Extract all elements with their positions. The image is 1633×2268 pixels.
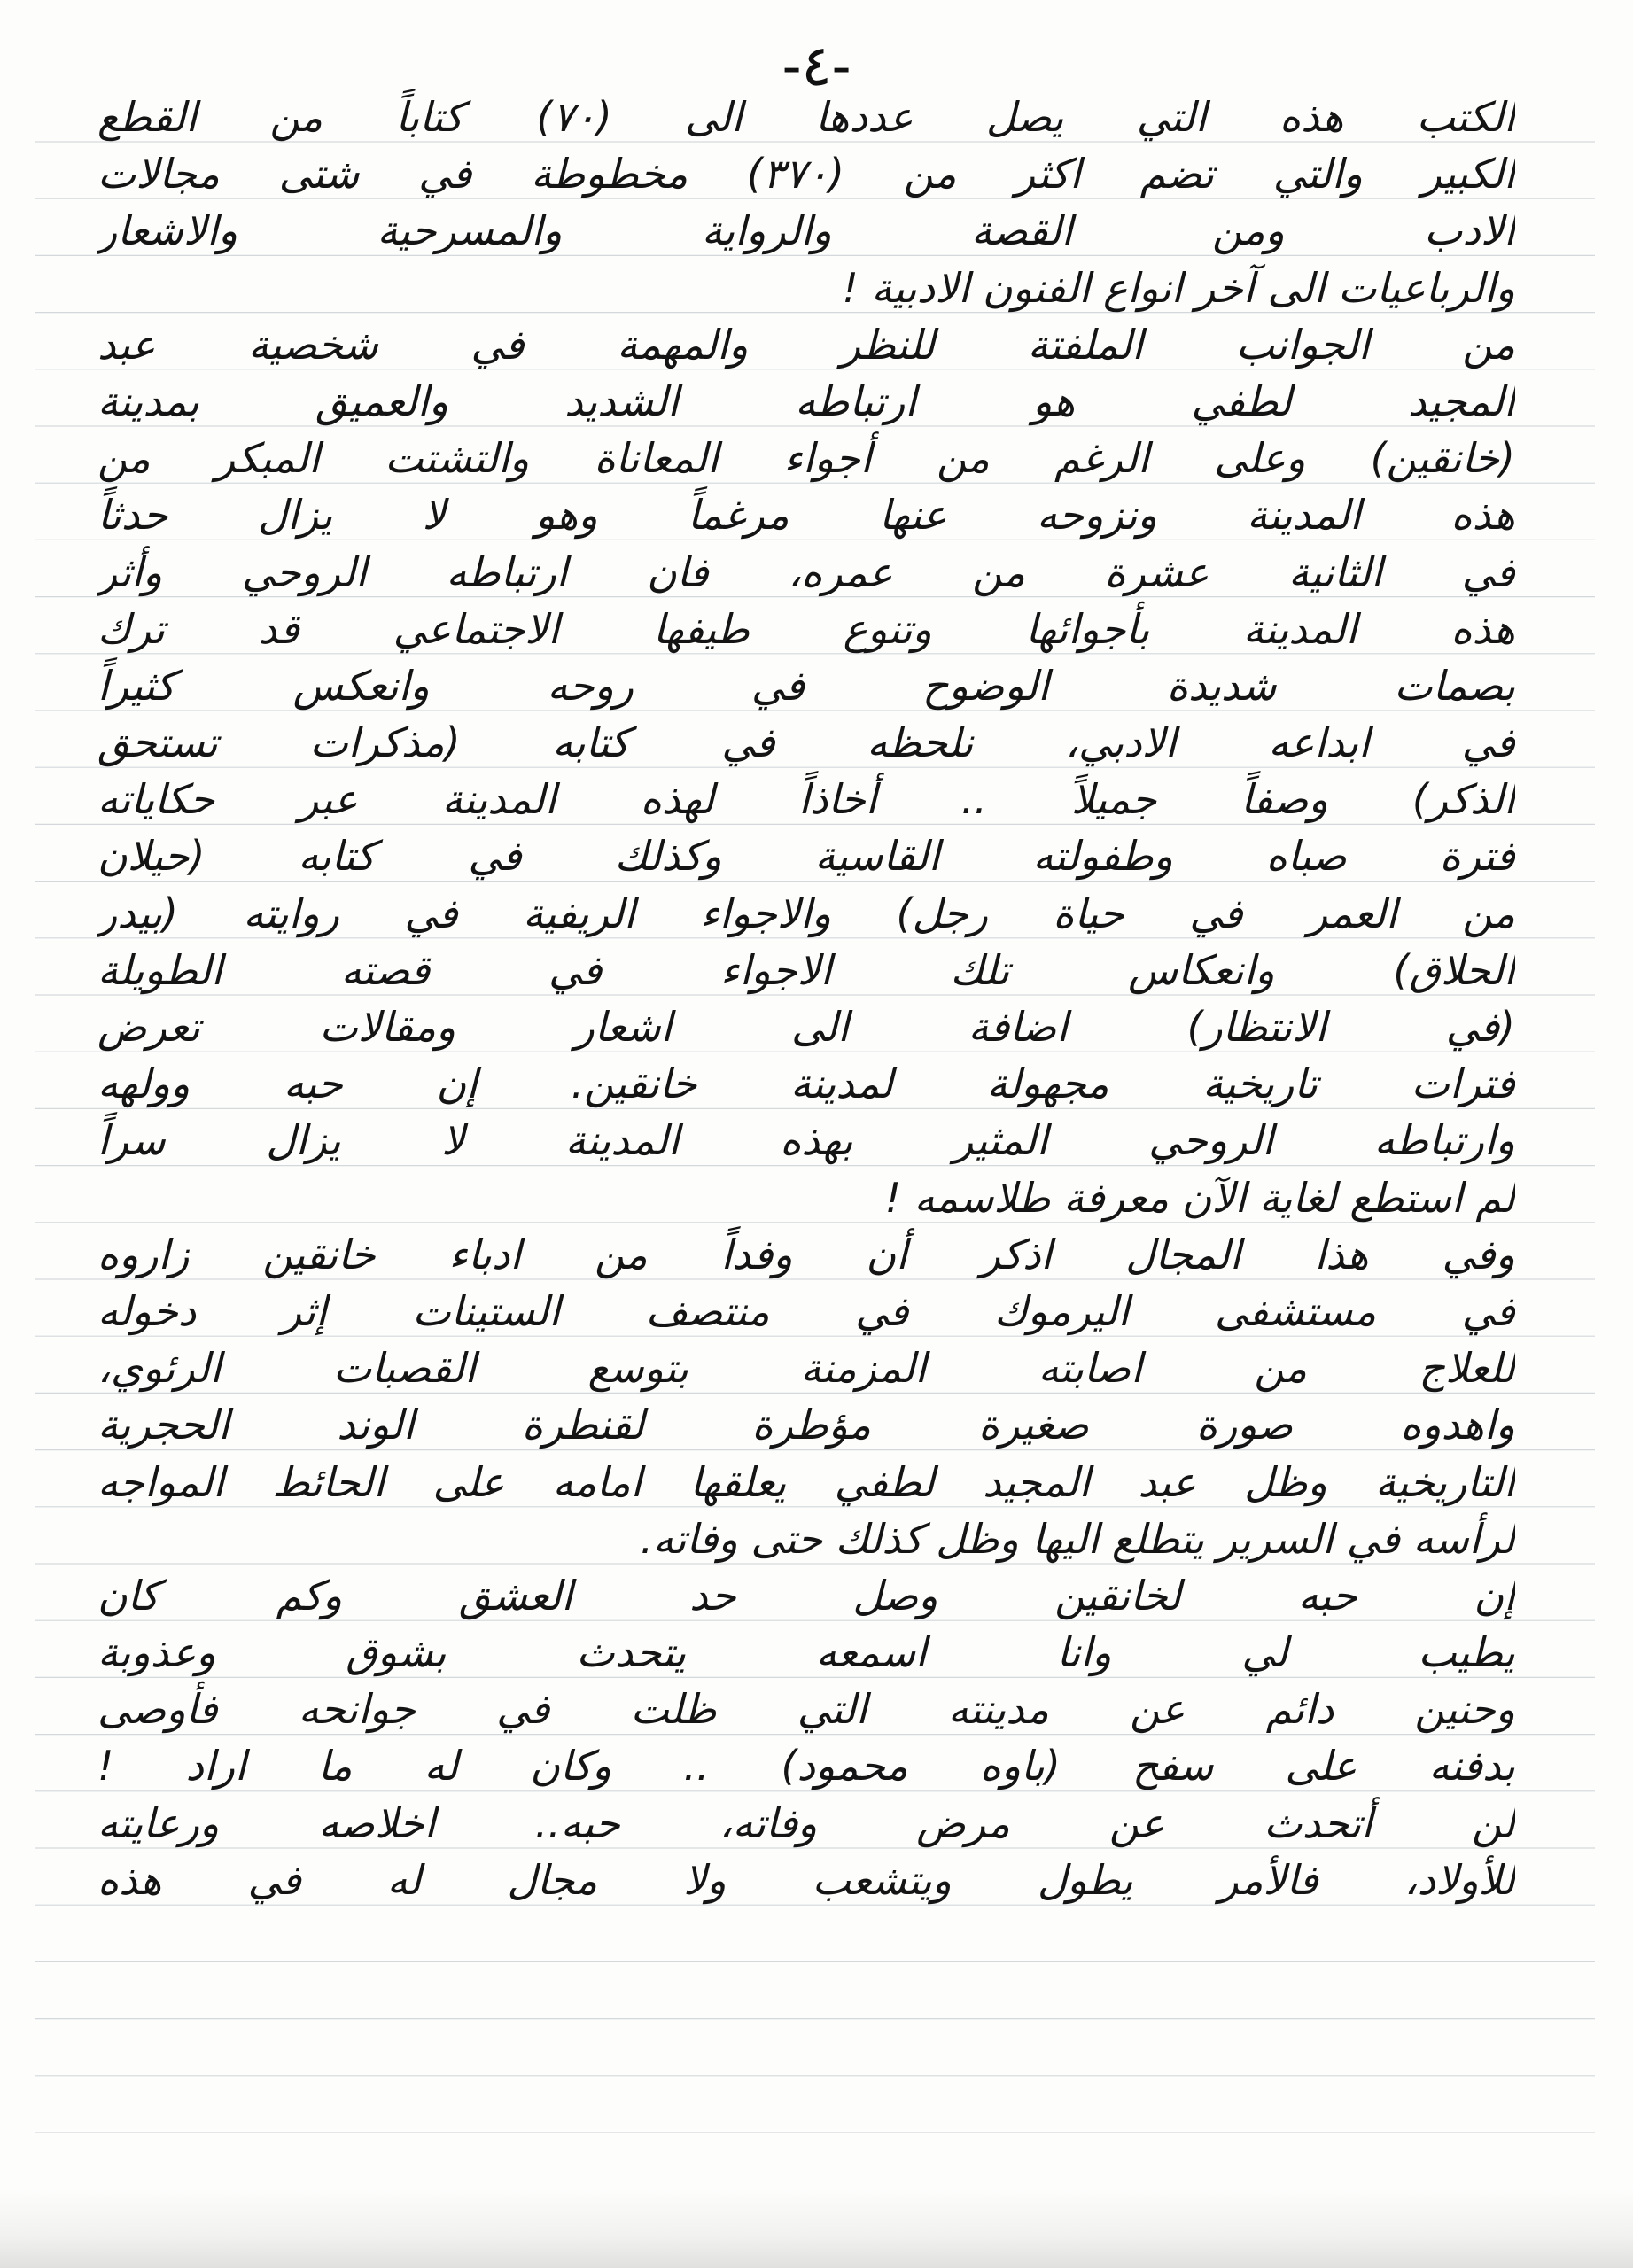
text-line: وفي هذا المجال اذكر أن وفداً من ادباء خانقين زاروه: [97, 1230, 1515, 1278]
text-line: والرباعيات الى آخر انواع الفنون الادبية !: [842, 263, 1515, 312]
text-line: من العمر في حياة رجل) والاجواء الريفية في روايته (بيدر: [97, 889, 1515, 937]
text-line: لم استطع لغاية الآن معرفة طلاسمه !: [884, 1173, 1515, 1222]
text-line: في مستشفى اليرموك في منتصف الستينات إثر دخوله: [97, 1286, 1515, 1335]
text-line: المجيد لطفي هو ارتباطه الشديد والعميق بمدينة: [97, 377, 1515, 425]
text-line: الحلاق) وانعكاس تلك الاجواء في قصته الطويلة: [97, 945, 1515, 994]
text-line: بدفنه على سفح (باوه محمود) .. وكان له ما اراد !: [97, 1742, 1515, 1790]
text-line: يطيب لي وانا اسمعه يتحدث بشوق وعذوبة: [97, 1628, 1515, 1677]
handwritten-text-block: [97, 89, 1515, 1908]
text-line: إن حبه لخانقين وصل حد العشق وكم كان: [97, 1571, 1515, 1619]
text-line: وحنين دائم عن مدينته التي ظلت في جوانحه فأوصى: [97, 1685, 1515, 1734]
text-line: الذكر) وصفاً جميلاً .. أخاذاً لهذه المدينة عبر حكاياته: [97, 775, 1515, 824]
text-line: التاريخية وظل عبد المجيد لطفي يعلقها امامه على الحائط المواجه: [97, 1457, 1515, 1506]
text-line: الكبير والتي تضم اكثر من (٣٧٠) مخطوطة في شتى مجالات: [97, 150, 1515, 198]
text-line: فترة صباه وطفولته القاسية وكذلك في كتابه (حيلان: [97, 832, 1515, 881]
text-line: فترات تاريخية مجهولة لمدينة خانقين. إن حبه وولهه: [97, 1060, 1515, 1108]
page-number: -٤-: [782, 34, 851, 99]
text-line: في ابداعه الادبي، نلحظه في كتابه (مذكرات تستحق: [97, 718, 1515, 767]
text-line: بصمات شديدة الوضوح في روحه وانعكس كثيراً: [97, 661, 1515, 710]
text-line: هذه المدينة ونزوحه عنها مرغماً وهو لا يزال حدثاً: [97, 491, 1515, 540]
text-line: للأولاد، فالأمر يطول ويتشعب ولا مجال له في هذه: [97, 1855, 1515, 1904]
text-line: في الثانية عشرة من عمره، فان ارتباطه الروحي وأثر: [97, 548, 1515, 596]
text-line: (في الانتظار) اضافة الى اشعار ومقالات تعرض: [97, 1003, 1515, 1051]
text-line: للعلاج من اصابته المزمنة بتوسع القصبات الرئوي،: [97, 1344, 1515, 1393]
text-line: واهدوه صورة صغيرة مؤطرة لقنطرة الوند الحجرية: [97, 1401, 1515, 1449]
text-line: من الجوانب الملفتة للنظر والمهمة في شخصية عبد: [97, 320, 1515, 369]
text-line: الادب ومن القصة والرواية والمسرحية والاشعار: [97, 206, 1515, 255]
text-line: (خانقين) وعلى الرغم من أجواء المعاناة والتشتت المبكر من: [97, 434, 1515, 483]
text-line: لن أتحدث عن مرض وفاته، حبه.. اخلاصه ورعايته: [97, 1798, 1515, 1847]
text-line: الكتب هذه التي يصل عددها الى (٧٠) كتاباً من القطع: [97, 93, 1515, 141]
scan-bottom-edge: [0, 2188, 1633, 2268]
text-line: وارتباطه الروحي المثير بهذه المدينة لا يزال سراً: [97, 1116, 1515, 1165]
text-line: لرأسه في السرير يتطلع اليها وظل كذلك حتى وفاته.: [640, 1514, 1515, 1563]
text-line: هذه المدينة بأجوائها وتنوع طيفها الاجتماعي قد ترك: [97, 604, 1515, 653]
